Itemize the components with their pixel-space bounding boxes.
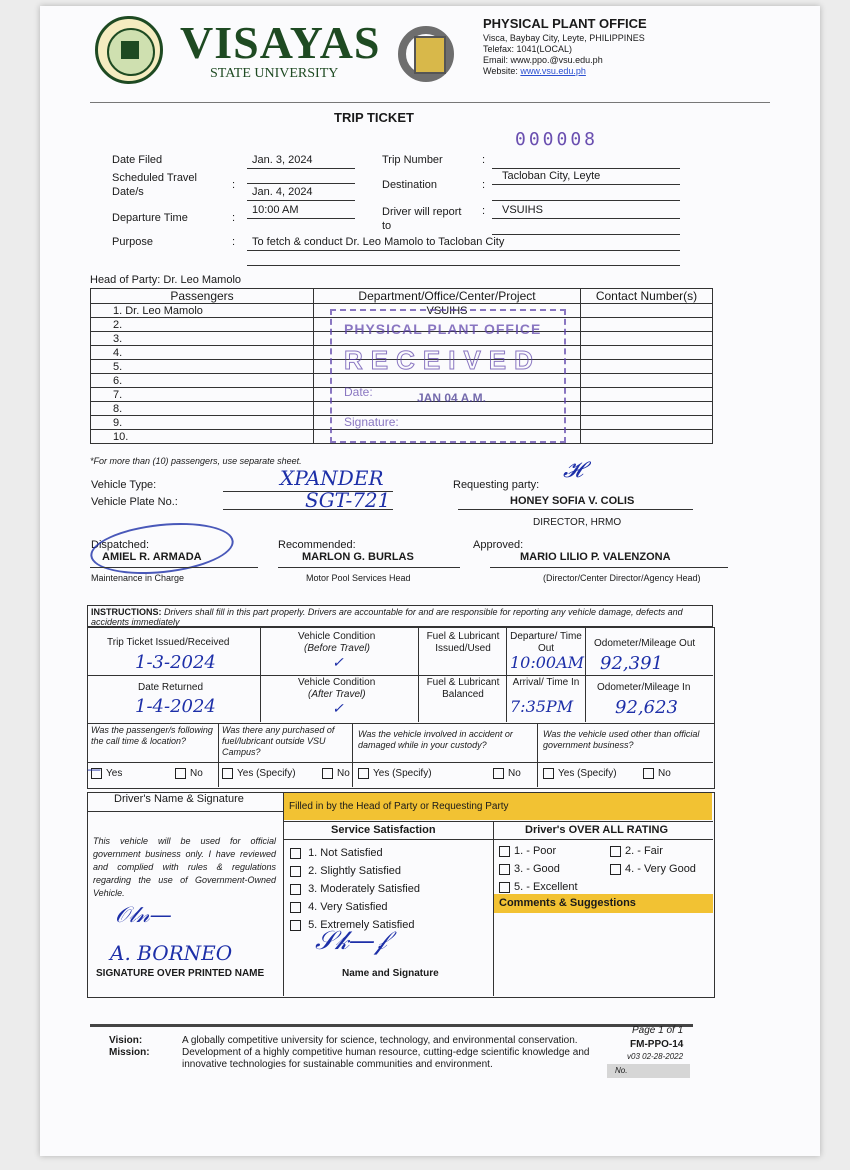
service-label: 4. Very Satisfied (308, 901, 388, 913)
driver-statement: This vehicle will be used for official government business only. I have reviewed and complied with rules & regulations regarding the use of Government-Owned Vehicle. (93, 836, 276, 898)
recommended-label: Recommended: (278, 539, 356, 551)
returned-label: Date Returned (138, 682, 204, 693)
approved-label: Approved: (473, 539, 524, 551)
arrival-time-value: 7:35PM (510, 697, 574, 716)
cond-after-sub: (After Travel) (308, 689, 366, 700)
cond-before-check: ✓ (332, 655, 344, 671)
no-label: No. (607, 1064, 690, 1078)
university-seal (95, 16, 163, 84)
colon: : (482, 154, 486, 166)
serial-number: 000008 (515, 129, 599, 150)
issued-value: 1-3-2024 (135, 652, 216, 673)
office-telefax: Telefax: 1041(LOCAL) (483, 44, 573, 54)
yes-label: Yes (Specify) (373, 768, 432, 780)
service-label: 1. Not Satisfied (308, 847, 383, 859)
form-title: TRIP TICKET (334, 110, 414, 125)
vehicle-plate-label: Vehicle Plate No.: (91, 496, 178, 508)
requesting-label: Requesting party: (453, 479, 540, 491)
issued-label: Trip Ticket Issued/Received (107, 637, 230, 648)
passenger-name: 2. (91, 318, 314, 332)
odo-in-label: Odometer/Mileage In (597, 682, 691, 693)
service-option[interactable] (290, 898, 420, 916)
trip-number-label: Trip Number (382, 154, 443, 166)
date-filed-label: Date Filed (112, 154, 163, 166)
odo-out-value: 92,391 (600, 653, 663, 674)
stamp-signature-label: Signature: (344, 415, 399, 429)
service-options (290, 844, 420, 934)
rating-1[interactable] (499, 845, 556, 857)
yes-label: Yes (Specify) (558, 768, 617, 780)
departure-time-value: 10:00AM (510, 653, 585, 672)
sig-printed-label: SIGNATURE OVER PRINTED NAME (96, 968, 265, 979)
question-3-no[interactable] (493, 768, 521, 779)
website-link[interactable]: www.vsu.edu.ph (520, 66, 586, 76)
service-option[interactable] (290, 880, 420, 898)
scheduled-value: Jan. 4, 2024 (252, 186, 313, 198)
rating-3[interactable] (499, 863, 560, 875)
destination-value: Tacloban City, Leyte (502, 170, 601, 182)
date-filed-value: Jan. 3, 2024 (252, 154, 313, 166)
page-number: Page 1 of 1 (632, 1025, 684, 1036)
no-label: No (508, 768, 521, 780)
stamp-date-label: Date: (344, 385, 373, 399)
question-2-yes[interactable] (222, 768, 296, 779)
passenger-name: 1. Dr. Leo Mamolo (91, 304, 314, 318)
cond-before-sub: (Before Travel) (304, 643, 370, 654)
form-version: v03 02-28-2022 (627, 1052, 684, 1061)
passenger-name: 4. (91, 346, 314, 360)
purpose-label: Purpose (112, 236, 153, 248)
header-divider (90, 102, 770, 103)
office-email: Email: www.ppo.@vsu.edu.ph (483, 55, 603, 65)
question-4-yes[interactable] (543, 768, 617, 779)
arrival-time-label: Arrival/ Time In (512, 677, 580, 688)
passenger-name: 6. (91, 374, 314, 388)
instructions-label: INSTRUCTIONS: (91, 607, 162, 617)
requesting-title: DIRECTOR, HRMO (533, 517, 622, 528)
returned-value: 1-4-2024 (135, 696, 216, 717)
col-passengers: Passengers (91, 289, 314, 304)
passenger-name: 10. (91, 430, 314, 444)
vision-text: A globally competitive university for science, technology, and environmental conservation. (182, 1035, 578, 1046)
question-1-check: — (87, 762, 101, 778)
stamp-received: RECEIVED (344, 345, 541, 375)
odo-out-label: Odometer/Mileage Out (594, 638, 696, 649)
destination-label: Destination (382, 179, 438, 191)
received-stamp (330, 309, 566, 443)
filled-header: Filled in by the Head of Party or Requesting Party (284, 793, 712, 820)
col-dept: Department/Office/Center/Project (314, 289, 581, 304)
passenger-name: 8. (91, 402, 314, 416)
head-of-party: Head of Party: Dr. Leo Mamolo (90, 274, 242, 286)
rating-label: 1. - Poor (514, 845, 557, 857)
driver-report-label: Driver will report to (382, 206, 462, 232)
comments-header: Comments & Suggestions (494, 894, 713, 913)
trip-ticket-page (40, 6, 820, 1156)
driver-header: Driver's Name & Signature (114, 793, 244, 805)
service-label: 3. Moderately Satisfied (308, 883, 420, 895)
yes-label: Yes (106, 768, 123, 780)
requesting-signature-bottom: 𝒮𝓀—𝒻 (315, 926, 387, 956)
service-label: 5. Extremely Satisfied (308, 919, 415, 931)
passenger-dept: VSUIHS (314, 304, 581, 318)
requesting-signature: 𝓗 (563, 458, 583, 483)
approved-title: (Director/Center Director/Agency Head) (543, 573, 701, 583)
university-name: VISAYAS (180, 17, 381, 68)
passenger-name: 9. (91, 416, 314, 430)
question-3: Was the vehicle involved in accident or damaged while in your custody? (358, 729, 513, 750)
driver-printed-name: A. BORNEO (110, 941, 233, 965)
vision-label: Vision: (109, 1035, 143, 1046)
footer-divider (90, 1024, 693, 1027)
mission-label: Mission: (109, 1047, 150, 1058)
colon: : (232, 179, 236, 191)
university-sub: STATE UNIVERSITY (210, 66, 339, 81)
vehicle-type-value: XPANDER (280, 466, 384, 490)
dispatched-signature (88, 517, 236, 581)
colon: : (482, 205, 486, 217)
question-4-no[interactable] (643, 768, 671, 779)
vehicle-plate-value: SGT-721 (305, 488, 391, 512)
question-4: Was the vehicle used other than official government business? (543, 729, 700, 750)
departure-time-label: Departure/ Time Out (510, 631, 582, 654)
dispatched-title: Maintenance in Charge (91, 573, 185, 583)
rating-label: 3. - Good (514, 863, 560, 875)
service-option[interactable] (290, 844, 420, 862)
departure-value: 10:00 AM (252, 204, 299, 216)
question-1-no[interactable] (175, 768, 203, 779)
stamp-date-value: JAN 04 A.M. (417, 391, 486, 405)
no-label: No (337, 768, 350, 780)
colon: : (232, 236, 236, 248)
approved-name: MARIO LILIO P. VALENZONA (520, 551, 671, 563)
cond-after-label: Vehicle Condition (298, 677, 376, 688)
recommended-name: MARLON G. BURLAS (302, 551, 414, 563)
instructions-box (87, 605, 713, 627)
colon: : (482, 179, 486, 191)
requesting-name: HONEY SOFIA V. COLIS (510, 495, 635, 507)
form-code: FM-PPO-14 (630, 1039, 684, 1050)
mission-text: Development of a highly competitive human resource, cutting-edge scientific knowledge and innovative technologies for sustainable communities and environment. (182, 1047, 590, 1070)
website-label: Website: (483, 66, 521, 76)
rating-label: 4. - Very Good (625, 863, 696, 875)
col-contact: Contact Number(s) (581, 289, 713, 304)
service-label: 2. Slightly Satisfied (308, 865, 401, 877)
cond-after-check: ✓ (332, 701, 344, 717)
question-2: Was there any purchased of fuel/lubricant outside VSU Campus? (222, 725, 335, 757)
cond-before-label: Vehicle Condition (298, 631, 376, 642)
scheduled-label: Scheduled Travel Date/s (112, 172, 197, 198)
passenger-name: 7. (91, 388, 314, 402)
office-website (483, 66, 586, 76)
purpose-value: To fetch & conduct Dr. Leo Mamolo to Tacloban City (252, 236, 505, 248)
colon: : (232, 212, 236, 224)
office-title: PHYSICAL PLANT OFFICE (483, 16, 647, 31)
question-2-no[interactable] (322, 768, 350, 779)
passenger-name: 5. (91, 360, 314, 374)
rating-label: 5. - Excellent (514, 881, 578, 893)
passenger-name: 3. (91, 332, 314, 346)
rating-2[interactable] (610, 845, 663, 857)
passenger-note: *For more than (10) passengers, use separate sheet. (90, 456, 302, 466)
odo-in-value: 92,623 (615, 697, 678, 718)
recommended-title: Motor Pool Services Head (306, 573, 411, 583)
fuel-balanced-label: Fuel & Lubricant Balanced (426, 677, 500, 700)
rating-label: 2. - Fair (625, 845, 663, 857)
departure-label: Departure Time (112, 212, 188, 224)
no-label: No (190, 768, 203, 780)
question-3-yes[interactable] (358, 768, 432, 779)
question-1: Was the passenger/s following the call time & location? (91, 725, 213, 746)
driver-report-value: VSUIHS (502, 204, 543, 216)
dispatched-label: Dispatched: (91, 539, 150, 551)
service-option[interactable] (290, 862, 420, 880)
rating-4[interactable] (610, 863, 696, 875)
service-header: Service Satisfaction (331, 824, 436, 836)
rating-5[interactable] (499, 881, 578, 893)
name-sig-label: Name and Signature (342, 968, 439, 979)
dispatched-name: AMIEL R. ARMADA (102, 551, 202, 563)
yes-label: Yes (Specify) (237, 768, 296, 780)
fuel-issued-label: Fuel & Lubricant Issued/Used (426, 631, 500, 654)
office-seal (392, 16, 462, 86)
office-address: Visca, Baybay City, Leyte, PHILIPPINES (483, 33, 645, 43)
driver-signature: 𝒪𝓁𝓃— (115, 903, 172, 928)
vehicle-type-label: Vehicle Type: (91, 479, 157, 491)
stamp-office: PHYSICAL PLANT OFFICE (344, 321, 542, 337)
rating-header: Driver's OVER ALL RATING (525, 824, 668, 836)
instructions-text: Drivers shall fill in this part properly. Drivers are accountable for and are responsible for reporting any vehicle damage, defects and accidents immediately (91, 607, 683, 627)
no-label: No (658, 768, 671, 780)
